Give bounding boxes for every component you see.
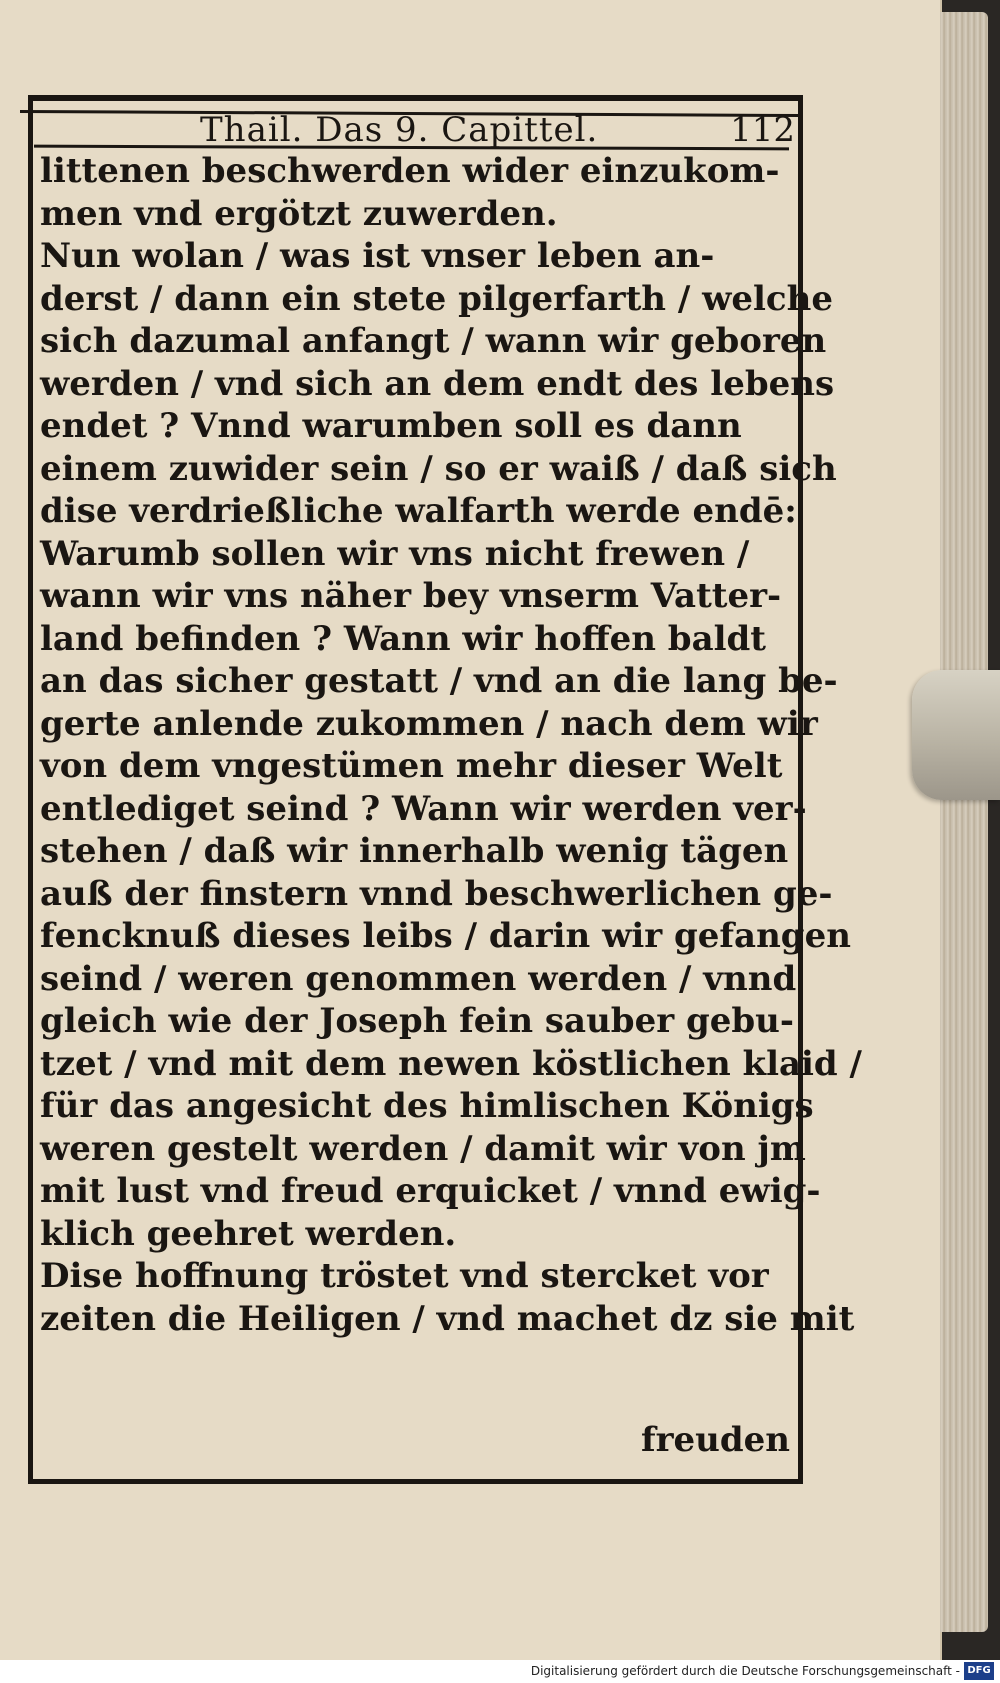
body-text bbox=[40, 150, 862, 1340]
dfg-logo: DFG bbox=[964, 1662, 994, 1680]
catchword: freuden bbox=[640, 1420, 790, 1460]
digitization-credit: Digitalisierung gefördert durch die Deutsche Forschungsgemeinschaft - bbox=[530, 1664, 960, 1678]
text-line: gleich wie der Joseph fein sauber gebu- bbox=[40, 1001, 794, 1041]
text-line: Warumb sollen wir vns nicht frewen / bbox=[40, 533, 750, 574]
text-line: wann wir vns näher bey vnserm Vatter- bbox=[40, 576, 782, 616]
text-line: Nun wolan / was ist vnser leben an- bbox=[40, 236, 715, 276]
text-line: entlediget seind ? Wann wir werden ver- bbox=[40, 788, 807, 829]
page-number: 112 bbox=[730, 110, 795, 150]
clasp-ribbon bbox=[912, 670, 1000, 800]
text-line: men vnd ergötzt zuwerden. bbox=[40, 193, 558, 234]
text-line: werden / vnd sich an dem endt des lebens bbox=[40, 363, 835, 404]
text-line: littenen beschwerden wider einzukom- bbox=[40, 151, 780, 191]
text-line: seind / weren genommen werden / vnnd bbox=[40, 958, 797, 999]
book-page-edges bbox=[940, 12, 988, 1632]
text-line: einem zuwider sein / so er waiß / daß sich bbox=[40, 448, 837, 489]
text-line: Dise hoffnung tröstet vnd stercket vor bbox=[40, 1256, 769, 1296]
text-line: an das sicher gestatt / vnd an die lang be- bbox=[40, 661, 838, 701]
text-line: endet ? Vnnd warumben soll es dann bbox=[40, 406, 742, 446]
text-line: von dem vngestümen mehr dieser Welt bbox=[40, 746, 783, 786]
text-line: klich geehret werden. bbox=[40, 1213, 457, 1254]
text-line: auß der finstern vnnd beschwerlichen ge- bbox=[40, 873, 833, 914]
text-line: fencknuß dieses leibs / darin wir gefangen bbox=[40, 916, 851, 956]
text-line: zeiten die Heiligen / vnd machet dz sie mit bbox=[40, 1298, 855, 1339]
running-head: Thail. Das 9. Capittel. bbox=[200, 110, 599, 150]
text-line: land befinden ? Wann wir hoffen baldt bbox=[40, 618, 767, 659]
text-line: sich dazumal anfangt / wann wir geboren bbox=[40, 321, 827, 361]
text-line: gerte anlende zukommen / nach dem wir bbox=[40, 703, 818, 744]
text-line: dise verdrießliche walfarth werde endē: bbox=[40, 491, 797, 531]
text-line: derst / dann ein stete pilgerfarth / welche bbox=[40, 278, 833, 319]
text-line: für das angesicht des himlischen Königs bbox=[40, 1086, 814, 1126]
text-line: tzet / vnd mit dem newen köstlichen klaid / bbox=[40, 1043, 862, 1084]
text-line: stehen / daß wir innerhalb wenig tägen bbox=[40, 831, 789, 871]
text-line: mit lust vnd freud erquicket / vnnd ewig- bbox=[40, 1171, 821, 1211]
text-line: weren gestelt werden / damit wir von jm bbox=[40, 1128, 806, 1169]
